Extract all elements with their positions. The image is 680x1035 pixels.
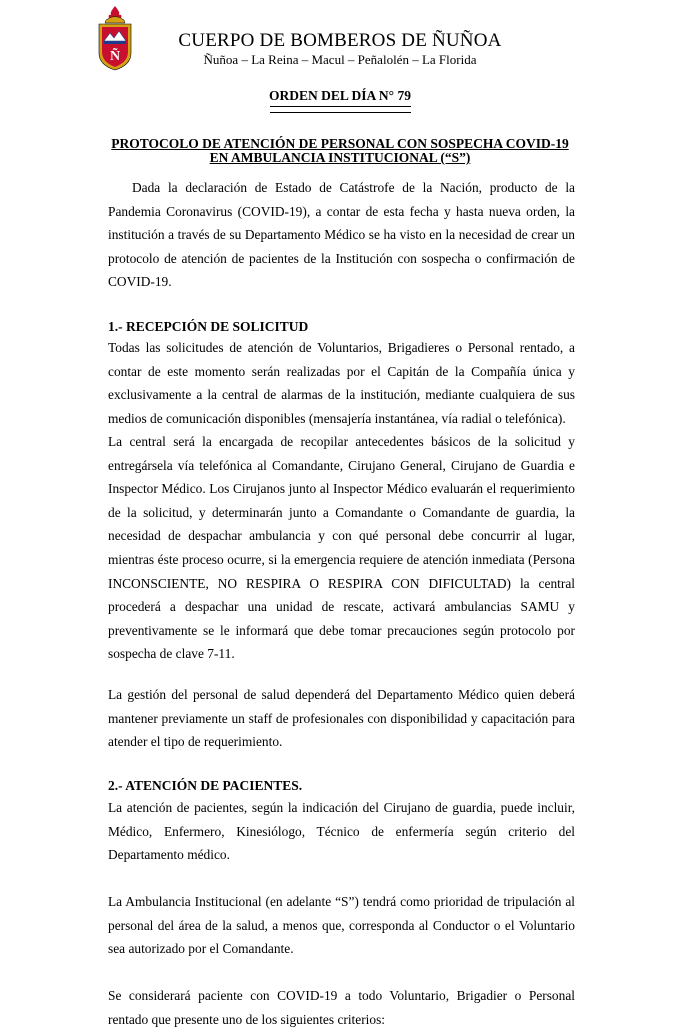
section-1-paragraph-3: La gestión del personal de salud dependerá del Departamento Médico quien deberá mantener previamente un staff de profesionales con disponibilidad y capacitación para atender el tipo de requerimiento.	[108, 687, 575, 750]
intro-paragraph: Dada la declaración de Estado de Catástrofe de la Nación, producto de la Pandemia Coronavirus (COVID-19), a contar de esta fecha y hasta nueva orden, la institución a través de su Departamento Médico se ha visto en la necesidad de crear un protocolo de atención de pacientes de la Institución con sospecha o confirmación de COVID-19.	[108, 180, 575, 290]
order-title: ORDEN DEL DÍA N° 79	[269, 88, 411, 103]
protocol-title	[90, 137, 590, 165]
title-double-rule	[270, 106, 411, 113]
protocol-title-line-2: EN AMBULANCIA INSTITUCIONAL (“S”)	[209, 150, 471, 165]
section-1-paragraph-1: Todas las solicitudes de atención de Voluntarios, Brigadieres o Personal rentado, a contar de este momento serán realizadas por el Capitán de la Compañía única y exclusivamente a la central de alarmas de la institución, mediante cualquiera de sus medios de comunicación disponibles (mensajería instantánea, vía radial o telefónica).	[108, 340, 575, 426]
svg-text:Ñ: Ñ	[109, 49, 121, 64]
section-2-heading: 2.- ATENCIÓN DE PACIENTES.	[108, 778, 303, 793]
section-2-paragraph-2: La Ambulancia Institucional (en adelante “S”) tendrá como prioridad de tripulación al personal del área de la salud, a menos que, corresponda al Conductor o el Voluntario sea autorizado por el Comandante.	[108, 894, 575, 957]
section-2-paragraph-3: Se considerará paciente con COVID-19 a todo Voluntario, Brigadier o Personal rentado que presente uno de los siguientes criterios:	[108, 988, 575, 1027]
organization-name: CUERPO DE BOMBEROS DE ÑUÑOA	[178, 30, 502, 51]
section-2-paragraph-1: La atención de pacientes, según la indicación del Cirujano de guardia, puede incluir, Médico, Enfermero, Kinesiólogo, Técnico de enfermería según criterio del Departamento médico.	[108, 800, 575, 863]
protocol-title-line-1: PROTOCOLO DE ATENCIÓN DE PERSONAL CON SOSPECHA COVID-19	[111, 136, 569, 151]
section-1-heading: 1.- RECEPCIÓN DE SOLICITUD	[108, 319, 309, 334]
organization-communes: Ñuñoa – La Reina – Macul – Peñalolén – La Florida	[203, 52, 477, 67]
section-1-paragraph-2: La central será la encargada de recopilar antecedentes básicos de la solicitud y entregársela vía telefónica al Comandante, Cirujano General, Cirujano de Guardia e Inspector Médico. Los Cirujanos junto al Inspector Médico evaluarán el requerimiento de la solicitud, y determinarán junto a Comandante o Comandante de guardia, la necesidad de despachar ambulancia y con qué personal debe concurrir al lugar, mientras éste proceso ocurre, si la emergencia requiere de atención inmediata (Persona INCONSCIENTE, NO RESPIRA O RESPIRA CON DIFICULTAD) la central procederá a despachar una unidad de rescate, activará ambulancias SAMU y preventivamente se le informará que debe tomar precauciones según protocolo por sospecha de clave 7-11.	[108, 434, 575, 662]
fire-department-crest-icon	[95, 5, 135, 71]
